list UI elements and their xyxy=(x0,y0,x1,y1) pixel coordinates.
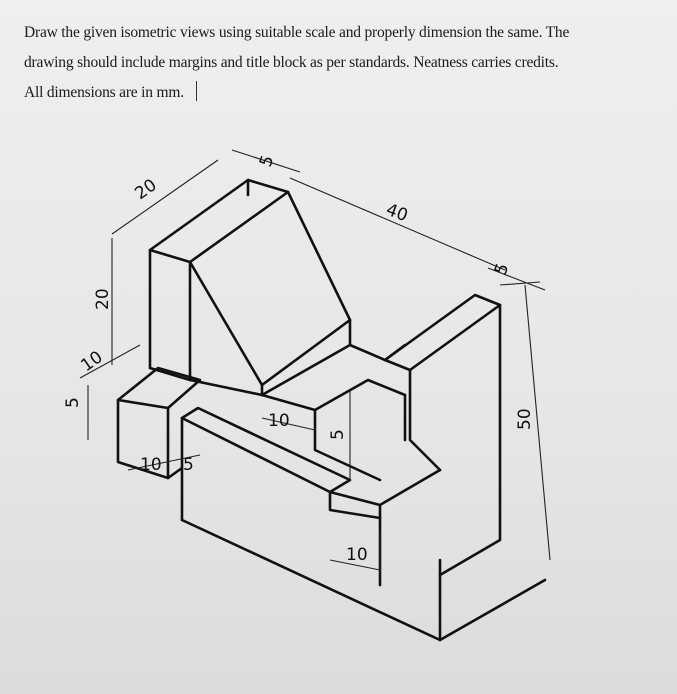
question-line-1: Draw the given isometric views using suitable scale and properly dimension the same. The xyxy=(24,24,570,41)
step-left-side xyxy=(168,418,182,478)
dim-label-20-top: 20 xyxy=(131,175,161,205)
object-outline xyxy=(118,180,545,640)
dim-label-10-front: 10 xyxy=(140,455,162,475)
block-slope-edge xyxy=(262,192,350,395)
slot-top xyxy=(182,408,350,492)
upright-front-left xyxy=(410,370,440,470)
slot-side xyxy=(315,380,405,410)
dim-label-50: 50 xyxy=(515,408,535,430)
block-slope-face xyxy=(190,262,350,385)
base-bottom-edge xyxy=(182,520,545,640)
question-line-3: All dimensions are in mm. xyxy=(24,84,184,101)
upright-right-edge xyxy=(440,305,500,575)
dim-label-10-slot: 10 xyxy=(268,411,290,431)
front-step-top xyxy=(330,470,440,505)
block-top-face xyxy=(150,180,288,262)
block-base-line xyxy=(150,368,262,395)
dim-label-5-top: 5 xyxy=(255,152,279,170)
dim-label-10-left: 10 xyxy=(77,347,107,377)
dim-label-40: 40 xyxy=(383,199,411,227)
slot-back-line xyxy=(262,395,315,410)
dim-ext-50-top xyxy=(500,282,540,285)
upright-top xyxy=(385,295,500,370)
dim-label-5-front: 5 xyxy=(183,455,194,475)
dim-label-5-left: 5 xyxy=(63,397,83,408)
dim-line-40 xyxy=(290,178,505,270)
step-left-top xyxy=(118,368,200,408)
question-line-2: drawing should include margins and title block as per standards. Neatness carries credits. xyxy=(24,54,559,71)
dim-label-5-slot: 5 xyxy=(328,429,348,440)
dim-label-10-bottom: 10 xyxy=(346,545,368,565)
dim-label-20-left: 20 xyxy=(93,288,113,310)
dim-label-5-right: 5 xyxy=(490,260,514,278)
dim-line-20-top xyxy=(112,160,218,234)
slot-inner xyxy=(315,410,380,480)
front-step xyxy=(330,492,380,585)
